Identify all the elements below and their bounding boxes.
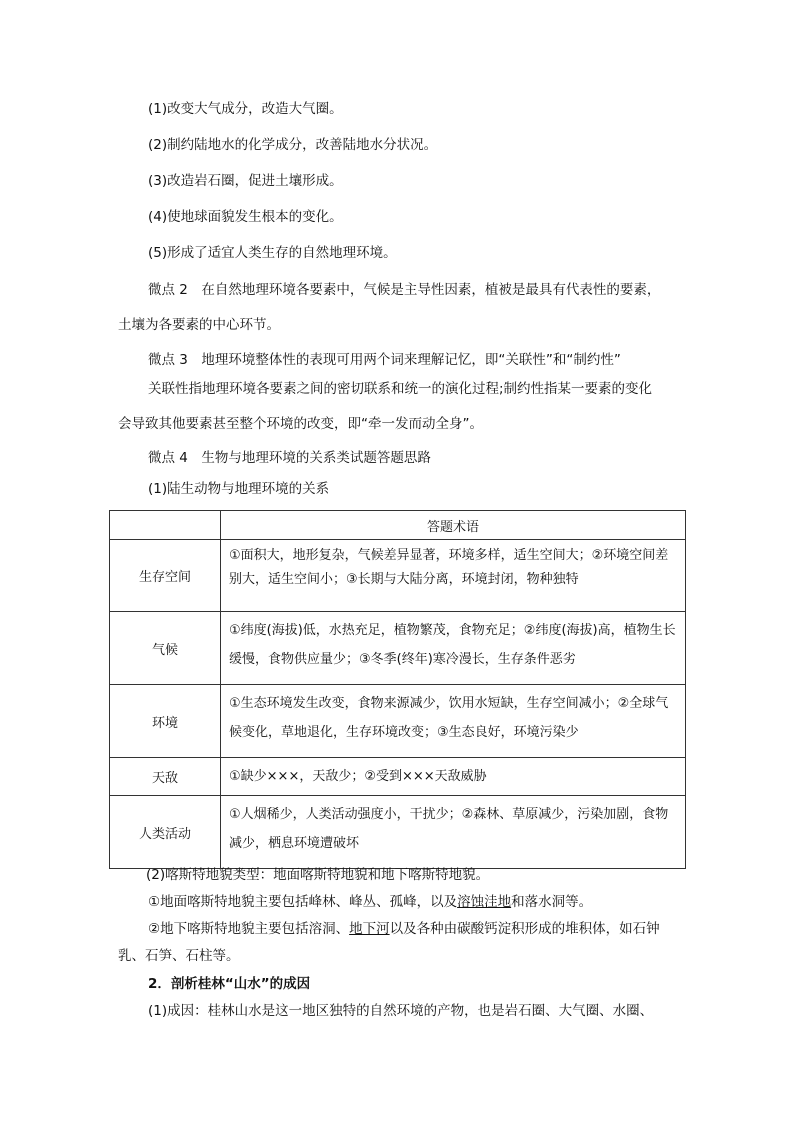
table-corner-cell (110, 511, 221, 540)
text-part: 以及各种由碳酸钙淀积形成的堆积体，如石钟 (389, 921, 660, 937)
paragraph: (1)改变大气成分，改造大气圈。 (148, 101, 343, 117)
section-heading: 2．剖析桂林“山水”的成因 (148, 976, 311, 992)
paragraph: (5)形成了适宜人类生存的自然地理环境。 (148, 245, 397, 261)
text-part: ②地下喀斯特地貌主要包括溶洞、 (148, 921, 350, 937)
section-subtitle: (1)陆生动物与地理环境的关系 (148, 481, 330, 497)
table-row (110, 685, 686, 758)
karst-surface (148, 892, 592, 912)
cause-paragraph: (1)成因：桂林山水是这一地区独特的自然环境的产物，也是岩石圈、大气圈、水圈、 (148, 1003, 654, 1019)
row-text: ①面积大，地形复杂，气候差异显著，环境多样，适生空间大；②环境空间差别大，适生空间小；③长期与大陆分离，环境封闭，物种独特 (221, 540, 686, 612)
table-row (110, 540, 686, 612)
row-label: 生存空间 (110, 540, 221, 612)
row-text: ①人烟稀少，人类活动强度小，干扰少；②森林、草原减少，污染加剧，食物减少，栖息环境遭破坏 (221, 796, 686, 869)
karst-types: (2)喀斯特地貌类型：地面喀斯特地貌和地下喀斯特地貌。 (146, 867, 490, 883)
row-label: 气候 (110, 612, 221, 685)
underlined-term: 溶蚀洼地 (457, 894, 512, 910)
micro-point-3: 微点 3 地理环境整体性的表现可用两个词来理解记忆，即“关联性”和“制约性” (148, 352, 621, 368)
table-row (110, 796, 686, 869)
paragraph: (2)制约陆地水的化学成分，改善陆地水分状况。 (148, 137, 438, 153)
micro-point-4: 微点 4 生物与地理环境的关系类试题答题思路 (148, 450, 431, 466)
text-part: 和落水洞等。 (511, 894, 593, 910)
row-text: ①生态环境发生改变，食物来源减少，饮用水短缺，生存空间减小；②全球气候变化，草地退化，生存环境改变；③生态良好，环境污染少 (221, 685, 686, 758)
micro-point-2: 微点 2 在自然地理环境各要素中，气候是主导性因素，植被是最具有代表性的要素， (148, 282, 661, 298)
karst-underground-cont: 乳、石笋、石柱等。 (118, 948, 240, 964)
answer-terms-table (109, 510, 686, 869)
underlined-term: 地下河 (349, 921, 390, 937)
row-text: ①缺少×××，天敌少；②受到×××天敌威胁 (221, 758, 686, 796)
table-row (110, 612, 686, 685)
micro-point-3-cont: 会导致其他要素甚至整个环境的改变，即“牵一发而动全身”。 (118, 416, 483, 432)
micro-point-3-text: 关联性指地理环境各要素之间的密切联系和统一的演化过程;制约性指某一要素的变化 (148, 381, 653, 397)
row-text: ①纬度(海拔)低，水热充足，植物繁茂，食物充足；②纬度(海拔)高，植物生长缓慢，食物供应量少；③冬季(终年)寒冷漫长，生存条件恶劣 (221, 612, 686, 685)
text-part: ①地面喀斯特地貌主要包括峰林、峰丛、孤峰，以及 (148, 894, 458, 910)
micro-point-2-cont: 土壤为各要素的中心环节。 (118, 317, 280, 333)
table-header: 答题术语 (221, 511, 686, 540)
row-label: 环境 (110, 685, 221, 758)
row-label: 天敌 (110, 758, 221, 796)
table-row (110, 758, 686, 796)
paragraph: (3)改造岩石圈，促进土壤形成。 (148, 173, 343, 189)
karst-underground (148, 919, 660, 939)
row-label: 人类活动 (110, 796, 221, 869)
paragraph: (4)使地球面貌发生根本的变化。 (148, 209, 343, 225)
